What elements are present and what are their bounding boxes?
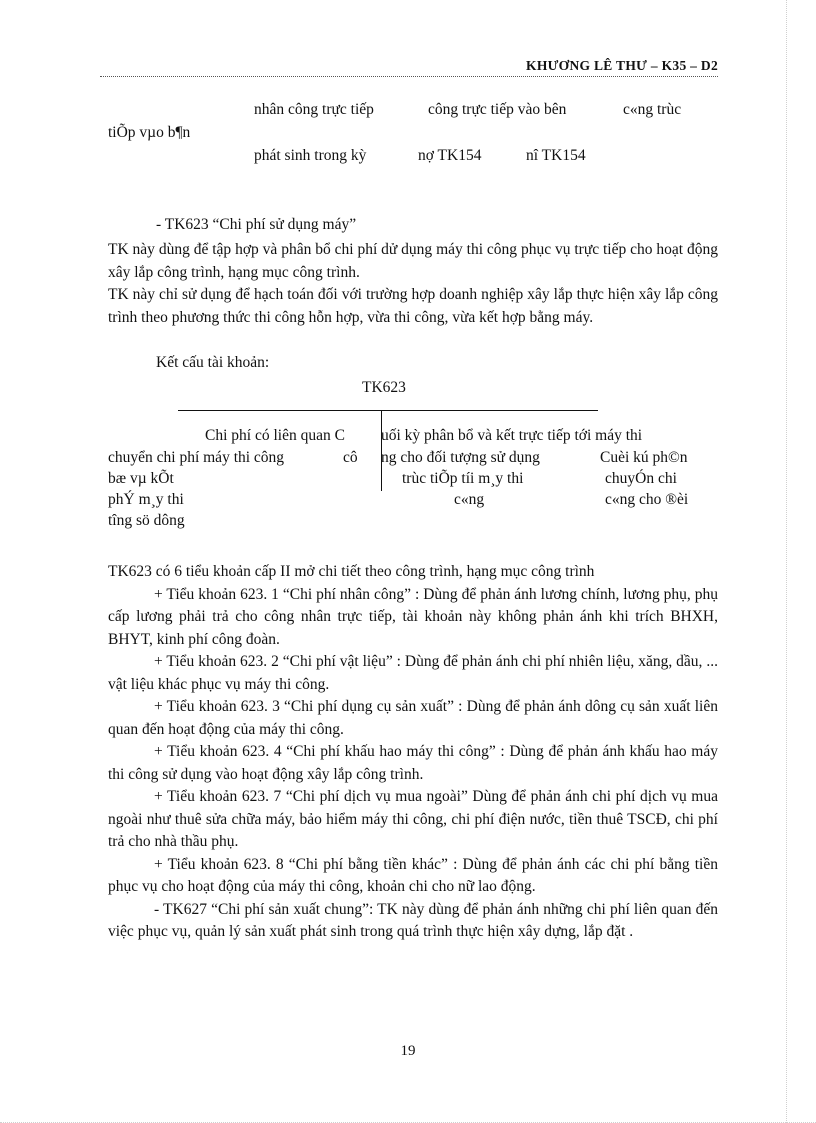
- tk623-paragraph-2: TK này chỉ sử dụng để hạch toán đối với trường hợp doanh nghiệp xây lắp thực hiện xây lắp công trình theo phương thức thi công hỗn hợp, vừa thi công, vừa kết hợp bằng máy.: [108, 286, 718, 326]
- sub-account-item: + Tiểu khoản 623. 4 “Chi phí khấu hao máy thi công” : Dùng để phản ánh khấu hao máy thi công sử dụng vào hoạt động xây lắp công trình.: [108, 743, 718, 783]
- running-header: KHƯƠNG LÊ THƯ – K35 – D2: [526, 58, 718, 73]
- t-line-4a: phÝ m¸y thi: [108, 491, 184, 508]
- structure-label: Kết cấu tài khoản:: [156, 354, 270, 371]
- t-line-1a: Chi phí có liên quan C: [205, 427, 345, 444]
- page-right-edge: [786, 0, 787, 1123]
- fragment-r3c1: phát sinh trong kỳ: [254, 147, 367, 164]
- header-divider: [100, 76, 718, 77]
- sub-account-item: + Tiểu khoản 623. 1 “Chi phí nhân công” : Dùng để phản ánh lương chính, lương phụ, phụ cấp lương phải trả cho công nhân trực tiếp, tài khoản này không phản ánh khi trích BHXH, BHYT, kinh phí công đoàn.: [108, 585, 718, 648]
- t-line-4c: c«ng cho ®èi: [605, 491, 689, 508]
- sub-account-item: + Tiểu khoản 623. 3 “Chi phí dụng cụ sản xuất” : Dùng để phản ánh dông cụ sản xuất liên quan đến hoạt động của máy thi công.: [108, 698, 718, 738]
- sub-accounts-section: [108, 561, 718, 944]
- tk623-paragraph-1: TK này dùng để tập hợp và phân bổ chi phí dử dụng máy thi công phục vụ trực tiếp cho hoạt động xây lắp công trình, hạng mục công trình.: [108, 241, 718, 281]
- sub-account-item: + Tiểu khoản 623. 2 “Chi phí vật liệu” : Dùng để phản ánh chi phí nhiên liệu, xăng, dầu, ... vật liệu khác phục vụ máy thi công.: [108, 653, 718, 693]
- fragment-r3c3: nî TK154: [526, 147, 586, 164]
- fragment-r1c3: c«ng trùc: [623, 101, 682, 118]
- t-line-3a: bæ vµ kÕt: [108, 470, 174, 487]
- tk623-heading: - TK623 “Chi phí sử dụng máy”: [156, 216, 357, 233]
- t-line-4b: c«ng: [454, 491, 485, 508]
- t-account-title: TK623: [362, 379, 406, 396]
- t-line-3c: chuyÓn chi: [605, 470, 677, 487]
- fragment-r1c1: nhân công trực tiếp: [254, 101, 374, 118]
- t-line-2a: chuyển chi phí máy thi công: [108, 449, 285, 466]
- fragment-r2c0: tiÕp vµo b¶n: [108, 124, 191, 141]
- tk627-paragraph: - TK627 “Chi phí sản xuất chung”: TK này dùng để phản ánh những chi phí liên quan đến việc phục vụ, quản lý sản xuất phát sinh trong quá trình thực hiện xây dựng, lắp đặt .: [108, 900, 718, 940]
- fragment-r1c2: công trực tiếp vào bên: [428, 101, 567, 118]
- sub-accounts-intro: TK623 có 6 tiểu khoản cấp II mở chi tiết theo công trình, hạng mục công trình: [108, 563, 595, 580]
- t-line-3b: trùc tiÕp tíi m¸y thi: [402, 470, 524, 487]
- sub-account-item: + Tiểu khoản 623. 7 “Chi phí dịch vụ mua ngoài” Dùng để phản ánh chi phí dịch vụ mua ngoài như thuê sửa chữa máy, bảo hiểm máy thi công, chi phí điện nước, tiền thuê TSCĐ, chi phí trả cho nhà thầu phụ.: [108, 788, 718, 850]
- page-number: 19: [400, 1043, 416, 1059]
- sub-account-item: + Tiểu khoản 623. 8 “Chi phí bằng tiền khác” : Dùng để phản ánh các chi phí bằng tiền phục vụ cho hoạt động của máy thi công, khoản chi cho nữ lao động.: [108, 855, 718, 895]
- t-line-1b: uối kỳ phân bổ và kết trực tiếp tới máy thi: [381, 427, 643, 444]
- tk623-description: [108, 239, 718, 329]
- t-line-2b: cô: [343, 449, 358, 466]
- t-account-horizontal-rule: [178, 410, 598, 411]
- fragment-r3c2: nợ TK154: [418, 147, 482, 164]
- t-line-5a: tîng sö dông: [108, 512, 185, 529]
- t-line-2d: Cuèi kú ph©n: [600, 449, 688, 466]
- t-line-2c: ng cho đối tượng sử dụng: [381, 449, 540, 466]
